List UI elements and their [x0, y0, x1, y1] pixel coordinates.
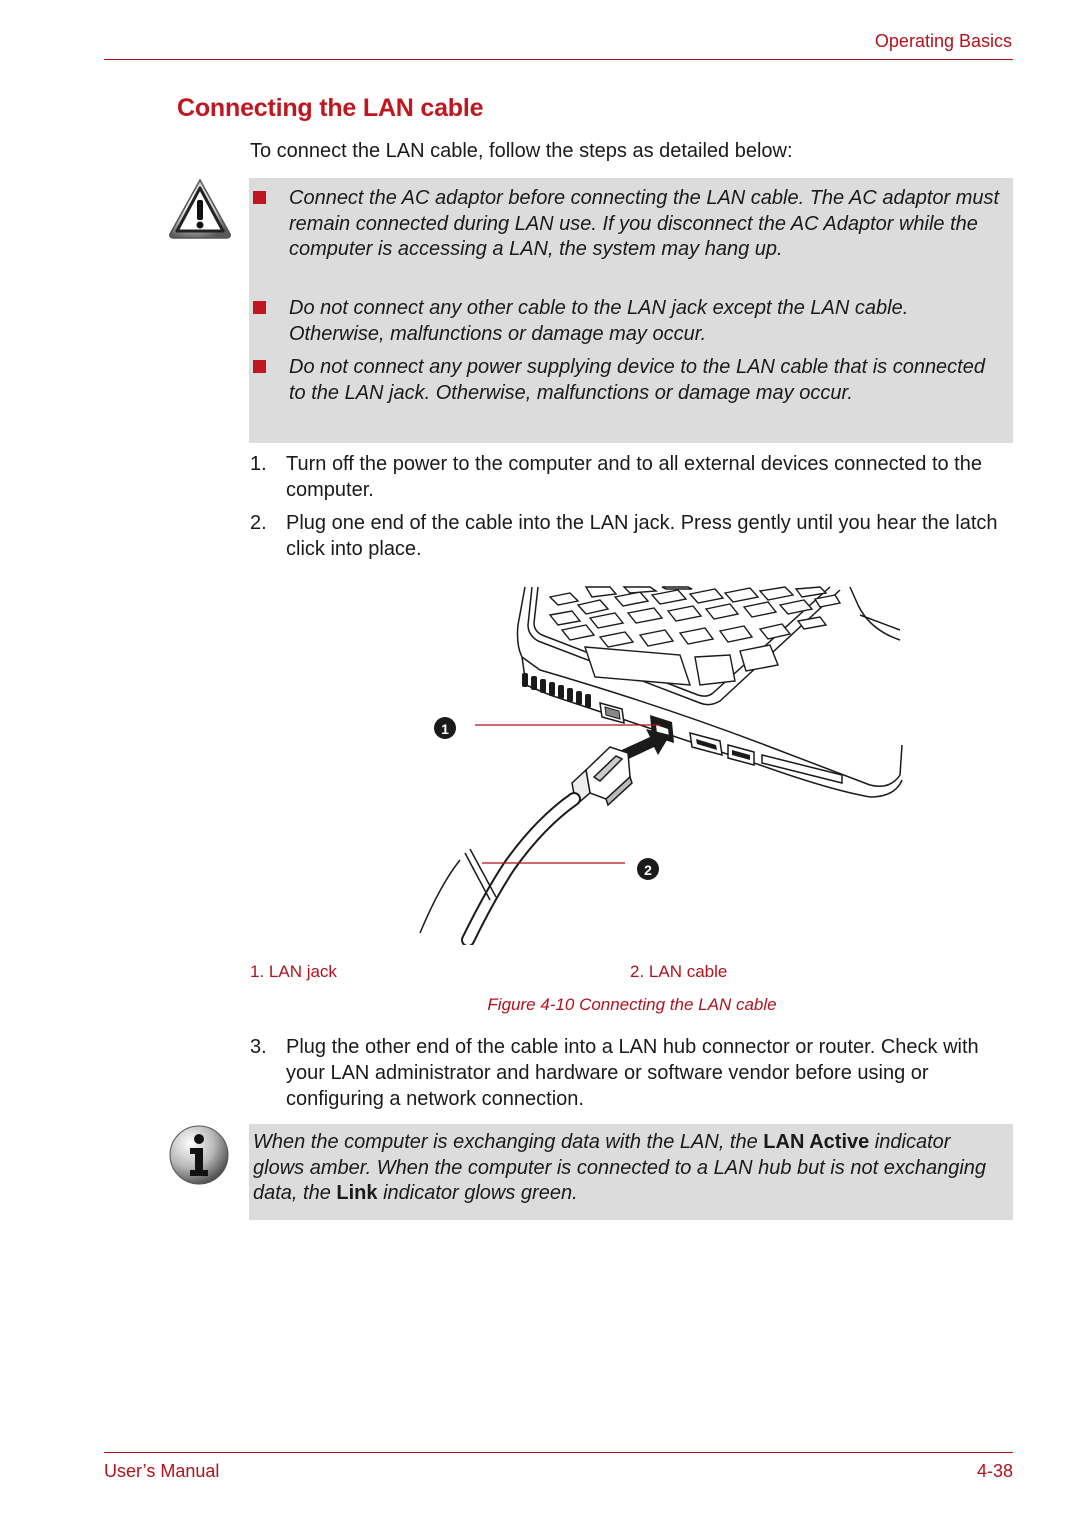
step-number: 3. [250, 1036, 267, 1058]
lan-cable-illustration [410, 585, 910, 950]
caution-item-text: Do not connect any other cable to the LAN jack except the LAN cable. Otherwise, malfunctions or damage may occur. [289, 297, 909, 345]
link-label: Link [336, 1182, 378, 1204]
page-header-section: Operating Basics [874, 31, 1012, 51]
caution-item-text: Do not connect any power supplying device to the LAN cable that is connected to the LAN jack. Otherwise, malfunctions or damage may occur. [289, 356, 985, 404]
figure-caption: Figure 4-10 Connecting the LAN cable [487, 995, 777, 1014]
lan-active-label: LAN Active [763, 1131, 870, 1153]
intro-text: To connect the LAN cable, follow the steps as detailed below: [250, 140, 793, 162]
caution-item-text: Connect the AC adaptor before connecting the LAN cable. The AC adaptor must remain connected during LAN use. If you disconnect the AC Adaptor while the computer is accessing a LAN, the system may hang up. [289, 187, 1000, 260]
bullet-square-icon [253, 301, 266, 314]
info-icon [168, 1124, 230, 1191]
footer-rule [104, 1452, 1013, 1453]
header-rule [104, 59, 1013, 60]
info-note-box [249, 1124, 1013, 1220]
section-heading: Connecting the LAN cable [177, 94, 484, 122]
step-text: Turn off the power to the computer and to all external devices connected to the computer. [286, 453, 982, 501]
bullet-square-icon [253, 191, 266, 204]
info-note-text: When the computer is exchanging data with the LAN, the LAN Active indicator glows amber. When the computer is connected to a LAN hub but is not exchanging data, the Link indicator glows green. [253, 1131, 987, 1204]
callout-2: 2 [644, 862, 652, 878]
step-number: 1. [250, 453, 267, 475]
step-number: 2. [250, 512, 267, 534]
caution-box [249, 178, 1013, 443]
callout-1: 1 [441, 721, 449, 737]
step-text: Plug one end of the cable into the LAN jack. Press gently until you hear the latch click into place. [286, 512, 998, 560]
step-text: Plug the other end of the cable into a LAN hub connector or router. Check with your LAN administrator and hardware or software vendor before using or configuring a network connection. [286, 1036, 979, 1110]
page-number: 4-38 [976, 1461, 1013, 1481]
bullet-square-icon [253, 360, 266, 373]
figure-label-lan-jack: 1. LAN jack [250, 962, 337, 981]
warning-triangle-icon [168, 178, 232, 245]
figure-label-lan-cable: 2. LAN cable [630, 962, 728, 981]
footer-manual-title: User’s Manual [104, 1461, 220, 1481]
